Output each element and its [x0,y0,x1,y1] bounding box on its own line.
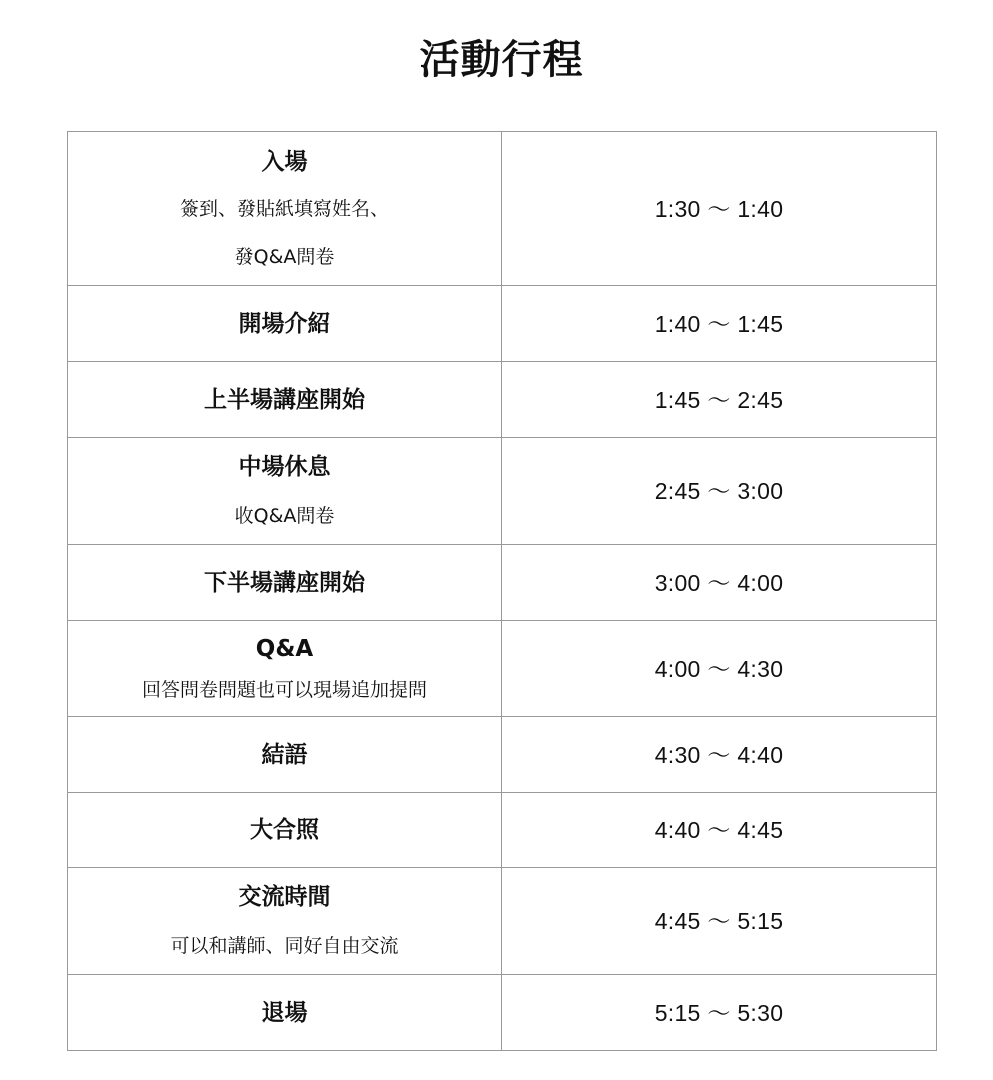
time-cell [502,975,937,1051]
event-name: 中場休息 [238,454,331,480]
time-range: 1:45 ～ 2:45 [654,386,784,413]
table-row [68,286,937,362]
event-cell [68,362,502,438]
table-row [68,793,937,868]
time-cell [502,717,937,793]
event-note: 發Q&A問卷 [234,245,335,268]
table-row [68,438,937,545]
event-cell [68,132,502,286]
schedule-table [67,131,937,1051]
event-note: 回答問卷問題也可以現場追加提問 [141,678,427,701]
event-name: Q&A [255,635,314,662]
time-range: 4:00 ～ 4:30 [654,655,784,682]
time-cell [502,793,937,868]
event-cell [68,286,502,362]
time-cell [502,362,937,438]
time-range: 5:15 ～ 5:30 [654,999,784,1026]
time-range: 4:45 ～ 5:15 [654,908,784,934]
event-cell [68,793,502,868]
event-name: 上半場講座開始 [204,386,365,413]
page-title: 活動行程 [419,37,584,83]
time-cell [502,868,937,975]
event-name: 開場介紹 [238,310,331,337]
time-range: 4:30 ～ 4:40 [654,741,784,768]
time-cell [502,132,937,286]
event-note: 收Q&A問卷 [234,505,335,527]
table-row [68,868,937,975]
table-row [68,717,937,793]
event-cell [68,621,502,717]
event-name: 交流時間 [238,884,331,910]
time-cell [502,438,937,545]
time-range: 2:45 ～ 3:00 [654,478,784,504]
time-range: 4:40 ～ 4:45 [654,817,784,843]
table-row [68,621,937,717]
table-row [68,132,937,286]
event-name: 大合照 [250,817,319,843]
event-cell [68,438,502,545]
time-cell [502,545,937,621]
time-range: 1:30 ～ 1:40 [654,195,784,222]
event-name: 下半場講座開始 [204,569,365,596]
time-range: 3:00 ～ 4:00 [654,569,784,596]
event-cell [68,975,502,1051]
event-cell [68,717,502,793]
time-cell [502,286,937,362]
event-note: 可以和講師、同好自由交流 [170,935,399,957]
time-range: 1:40 ～ 1:45 [654,310,784,337]
event-name: 入場 [261,148,308,175]
event-cell [68,868,502,975]
table-row [68,975,937,1051]
event-name: 結語 [261,741,308,768]
time-cell [502,621,937,717]
event-note: 簽到、發貼紙填寫姓名、 [179,197,389,220]
table-row [68,545,937,621]
event-name: 退場 [261,999,308,1026]
event-cell [68,545,502,621]
table-row [68,362,937,438]
